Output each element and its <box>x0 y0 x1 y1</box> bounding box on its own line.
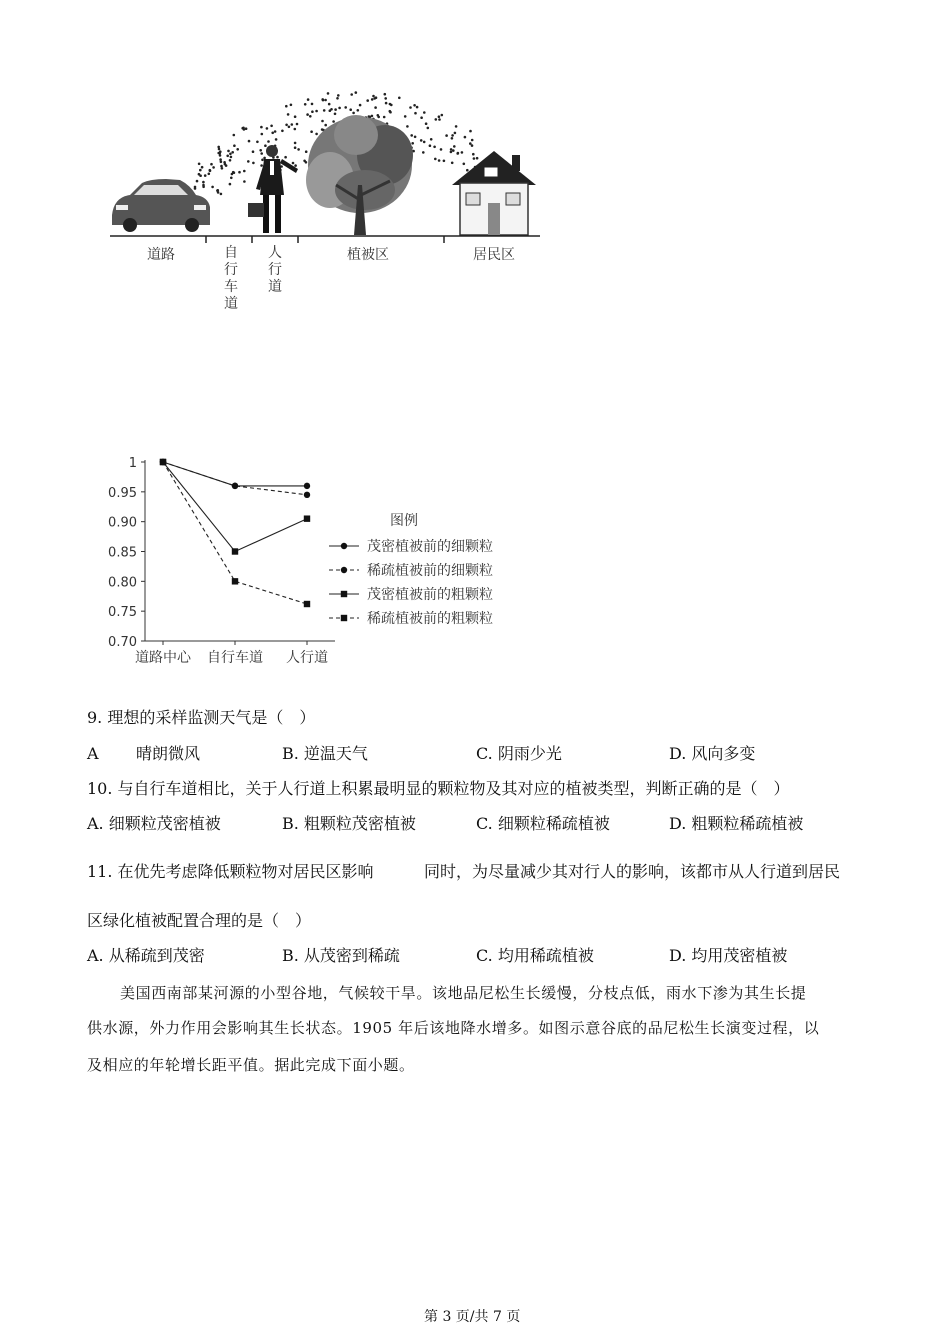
zone-label-road: 道路 <box>147 247 175 263</box>
particle-dot <box>450 148 453 151</box>
passage-line-2: 供水源，外力作用会影响其生长状态。1905 年后该地降水增多。如图示意谷底的品尼松生长演变过程，以 <box>87 1019 820 1037</box>
particle-dot <box>368 115 371 118</box>
particle-dot <box>451 162 454 165</box>
x-tick-label: 自行车道 <box>207 650 263 666</box>
particle-dot <box>245 127 248 130</box>
particle-dot <box>390 104 393 107</box>
particle-dot <box>389 111 392 114</box>
particle-dot <box>434 158 437 161</box>
zone-label-vegetation: 植被区 <box>347 247 389 263</box>
particle-dot <box>220 193 223 196</box>
page-number: 第 3 页/共 7 页 <box>424 1309 521 1325</box>
particle-dot <box>440 148 443 151</box>
particle-dot <box>199 169 202 172</box>
particle-dot <box>445 134 448 137</box>
particle-dot <box>352 112 355 115</box>
particle-dot <box>420 116 423 119</box>
particle-dot <box>349 108 352 111</box>
particle-dot <box>296 123 299 126</box>
particle-dot <box>201 166 204 169</box>
particle-dot <box>452 149 455 152</box>
particle-dot <box>219 158 222 161</box>
particle-dot <box>461 151 464 154</box>
particle-dot <box>323 109 326 112</box>
particle-dot <box>260 126 263 129</box>
particle-dot <box>216 189 219 192</box>
question-9-option-c: C. 阴雨少光 <box>476 744 562 763</box>
particle-dot <box>233 134 236 137</box>
question-11-stem-part2: 同时，为尽量减少其对行人的影响，该都市从人行道到居民 <box>424 862 841 881</box>
particle-dot <box>406 125 409 128</box>
particle-dot <box>194 186 197 189</box>
particle-dot <box>315 133 318 136</box>
legend-title: 图例 <box>390 513 418 529</box>
data-point <box>232 578 238 584</box>
particle-dot <box>303 160 306 163</box>
particle-dot <box>247 160 250 163</box>
particle-dot <box>274 130 277 133</box>
data-point <box>304 492 310 498</box>
particle-dot <box>291 123 294 126</box>
question-11-stem-line2: 区绿化植被配置合理的是（ ） <box>87 911 312 930</box>
particle-dot <box>476 157 479 160</box>
question-10-stem: 10. 与自行车道相比，关于人行道上积累最明显的颗粒物及其对应的植被类型，判断正确的是（ ） <box>87 779 790 798</box>
particle-dot <box>309 115 312 118</box>
series-line <box>163 462 307 552</box>
legend-label: 茂密植被前的细颗粒 <box>367 539 493 555</box>
particle-dot <box>310 130 313 133</box>
question-9-option-a-letter: A <box>87 744 99 763</box>
particle-dot <box>290 104 293 107</box>
legend-marker <box>341 567 347 573</box>
particle-dot <box>321 128 324 131</box>
particle-dot <box>211 186 214 189</box>
question-9-option-a-text: 晴朗微风 <box>136 744 201 763</box>
particle-dot <box>248 140 251 143</box>
particle-dot <box>294 142 297 145</box>
particle-dot <box>466 169 469 172</box>
particle-dot <box>433 146 436 149</box>
particle-dot <box>287 113 290 116</box>
particle-dot <box>266 127 269 130</box>
question-9-option-b: B. 逆温天气 <box>282 744 368 763</box>
particle-dot <box>229 153 232 156</box>
particle-dot <box>220 161 223 164</box>
particle-dot <box>371 98 374 101</box>
particle-dot <box>414 136 417 139</box>
ground-line <box>110 236 540 243</box>
particle-dot <box>374 106 377 109</box>
particle-dot <box>435 118 438 121</box>
particle-dot <box>409 106 412 109</box>
question-10-option-a: A. 细颗粒茂密植被 <box>87 814 221 833</box>
y-tick-label: 1 <box>128 456 137 471</box>
particle-dot <box>209 169 212 172</box>
particle-dot <box>425 122 428 125</box>
particle-dot <box>473 157 476 160</box>
particle-dot <box>229 183 232 186</box>
particle-dot <box>377 116 380 119</box>
particle-dot <box>337 94 340 97</box>
particle-dot <box>359 104 362 107</box>
particle-dot <box>307 98 310 101</box>
particle-dot <box>218 148 221 151</box>
x-tick-label: 道路中心 <box>135 650 191 666</box>
particle-dot <box>297 148 300 151</box>
particle-dot <box>443 160 446 163</box>
particle-dot <box>328 103 331 106</box>
particle-dot <box>427 127 430 130</box>
y-tick-label: 0.90 <box>108 515 137 531</box>
particle-dot <box>202 184 205 187</box>
particle-dot <box>411 142 414 145</box>
particle-dot <box>355 91 358 94</box>
particle-dot <box>413 104 416 107</box>
particle-dot <box>259 149 262 152</box>
series-line <box>163 462 307 486</box>
y-tick-label: 0.75 <box>108 605 137 621</box>
particle-dot <box>332 120 335 123</box>
particle-dot <box>321 120 324 123</box>
particle-dot <box>238 171 241 174</box>
particle-dot <box>267 140 270 143</box>
particle-dot <box>414 112 417 115</box>
particle-dot <box>453 145 456 148</box>
particle-dot <box>329 109 332 112</box>
particle-dot <box>306 113 309 116</box>
particle-dot <box>264 144 267 147</box>
legend-label: 稀疏植被前的细颗粒 <box>367 563 493 579</box>
particle-dot <box>469 130 472 133</box>
particle-dot <box>438 118 441 121</box>
particle-dot <box>208 173 211 176</box>
particle-dot <box>294 146 297 149</box>
particle-dot <box>324 99 327 102</box>
particle-dot <box>416 106 419 109</box>
particle-dot <box>236 148 239 151</box>
particle-dot <box>285 105 288 108</box>
particle-dot <box>204 174 207 177</box>
particle-dot <box>398 97 401 100</box>
particle-dot <box>350 93 353 96</box>
question-11-option-c: C. 均用稀疏植被 <box>476 946 594 965</box>
y-tick-label: 0.95 <box>108 485 137 501</box>
particle-dot <box>217 152 220 155</box>
zone-label-bike-lane: 自行车道 <box>224 245 238 312</box>
particle-dot <box>371 115 374 118</box>
x-tick-label: 人行道 <box>286 650 328 666</box>
particle-dot <box>324 124 327 127</box>
particle-dot <box>210 163 213 166</box>
particle-dot <box>196 180 199 183</box>
particle-dot <box>231 151 234 154</box>
particle-dot <box>451 134 454 137</box>
particle-dot <box>294 128 297 131</box>
particle-dot <box>469 142 472 145</box>
particle-dot <box>224 163 227 166</box>
legend-label: 稀疏植被前的粗颗粒 <box>367 611 493 627</box>
particle-dot <box>438 159 441 162</box>
particle-dot <box>288 126 291 129</box>
passage-line-3: 及相应的年轮增长距平值。据此完成下面小题。 <box>87 1056 415 1074</box>
particle-dot <box>438 115 441 118</box>
particle-dot <box>261 159 264 162</box>
particle-dot <box>284 156 287 159</box>
particle-dot <box>384 93 387 96</box>
particle-dot <box>338 107 341 110</box>
particle-dot <box>270 125 273 128</box>
particle-dot <box>315 110 318 113</box>
particle-dot <box>385 102 388 105</box>
particle-dot <box>429 144 432 147</box>
question-11-option-b: B. 从茂密到稀疏 <box>282 946 400 965</box>
particle-dot <box>294 115 297 118</box>
particle-dot <box>220 165 223 168</box>
particle-dot <box>242 127 245 130</box>
particle-dot <box>256 141 259 144</box>
particle-dot <box>221 167 224 170</box>
particle-dot <box>212 166 215 169</box>
data-point <box>304 601 310 607</box>
particle-dot <box>357 109 360 112</box>
figure-road-vegetation-illustration <box>100 85 550 245</box>
particle-dot <box>422 151 425 154</box>
y-tick-label: 0.80 <box>108 575 137 591</box>
particle-dot <box>198 163 201 166</box>
particle-dot <box>420 139 423 142</box>
particle-dot <box>243 170 246 173</box>
particle-dot <box>472 153 475 156</box>
data-point <box>304 483 310 489</box>
particle-dot <box>384 97 387 100</box>
particle-dot <box>276 156 279 159</box>
question-9-option-d: D. 风向多变 <box>669 744 756 763</box>
y-tick-label: 0.85 <box>108 545 137 561</box>
particle-dot <box>450 151 453 154</box>
legend-marker <box>341 543 347 549</box>
particle-dot <box>372 95 375 98</box>
particle-dot <box>322 99 325 102</box>
particle-dot <box>455 125 458 128</box>
particle-ratio-line-chart <box>95 448 535 673</box>
particle-dot <box>292 162 295 165</box>
legend-marker <box>341 591 347 597</box>
particle-dot <box>230 177 233 180</box>
particle-dot <box>275 138 278 141</box>
legend-marker <box>341 615 347 621</box>
particle-dot <box>404 115 407 118</box>
question-10-option-b: B. 粗颗粒茂密植被 <box>282 814 416 833</box>
particle-dot <box>226 155 229 158</box>
question-11-option-d: D. 均用茂密植被 <box>669 946 788 965</box>
particle-dot <box>285 124 288 127</box>
particle-dot <box>281 130 284 133</box>
particle-dot <box>294 164 297 167</box>
particle-dot <box>373 97 376 100</box>
particle-dot <box>230 156 233 159</box>
particle-dot <box>451 137 454 140</box>
particle-dot <box>334 113 337 116</box>
particle-dot <box>260 152 263 155</box>
y-tick-label: 0.70 <box>108 635 137 650</box>
particle-dot <box>456 152 459 155</box>
series-line <box>163 462 307 495</box>
question-9-stem: 9. 理想的采样监测天气是（ ） <box>87 708 316 727</box>
zone-label-residential: 居民区 <box>473 247 515 263</box>
particle-dot <box>260 164 263 167</box>
particle-dot <box>336 97 339 100</box>
particle-dot <box>344 106 347 109</box>
tree-icon <box>306 115 413 235</box>
particle-dot <box>263 157 266 160</box>
particle-dot <box>202 181 205 184</box>
particle-dot <box>305 150 308 153</box>
particle-dot <box>383 116 386 119</box>
particle-dot <box>252 162 255 165</box>
data-point <box>304 515 310 521</box>
particle-dot <box>304 103 307 106</box>
question-11-option-a: A. 从稀疏到茂密 <box>87 946 205 965</box>
particle-dot <box>229 159 232 162</box>
particle-dot <box>366 99 369 102</box>
question-10-option-c: C. 细颗粒稀疏植被 <box>476 814 610 833</box>
particle-dot <box>430 138 433 141</box>
data-point <box>232 548 238 554</box>
particle-dot <box>423 141 426 144</box>
particle-dot <box>219 154 222 157</box>
particle-dot <box>410 134 413 137</box>
particle-dot <box>243 180 246 183</box>
particle-dot <box>423 111 426 114</box>
passage-line-1: 美国西南部某河源的小型谷地，气候较干旱。该地品尼松生长缓慢，分枝点低，雨水下渗为其生长提 <box>120 984 807 1002</box>
data-point <box>232 483 238 489</box>
particle-dot <box>327 92 330 95</box>
particle-dot <box>454 132 457 135</box>
question-11-stem-part1: 11. 在优先考虑降低颗粒物对居民区影响 <box>87 862 374 881</box>
zone-label-sidewalk: 人行道 <box>268 245 282 295</box>
particle-dot <box>233 144 236 147</box>
particle-dot <box>463 163 466 166</box>
particle-dot <box>441 114 444 117</box>
particle-dot <box>311 110 314 113</box>
data-point <box>160 459 166 465</box>
particle-dot <box>232 171 235 174</box>
particle-dot <box>227 150 230 153</box>
particle-dot <box>271 132 274 135</box>
particle-dot <box>334 108 337 111</box>
particle-dot <box>464 136 467 139</box>
legend-label: 茂密植被前的粗颗粒 <box>367 587 493 603</box>
particle-dot <box>471 139 474 142</box>
particle-dot <box>252 150 255 153</box>
particle-dot <box>471 144 474 147</box>
question-10-option-d: D. 粗颗粒稀疏植被 <box>669 814 804 833</box>
particle-dot <box>311 103 314 106</box>
particle-dot <box>198 173 201 176</box>
particle-dot <box>261 133 264 136</box>
